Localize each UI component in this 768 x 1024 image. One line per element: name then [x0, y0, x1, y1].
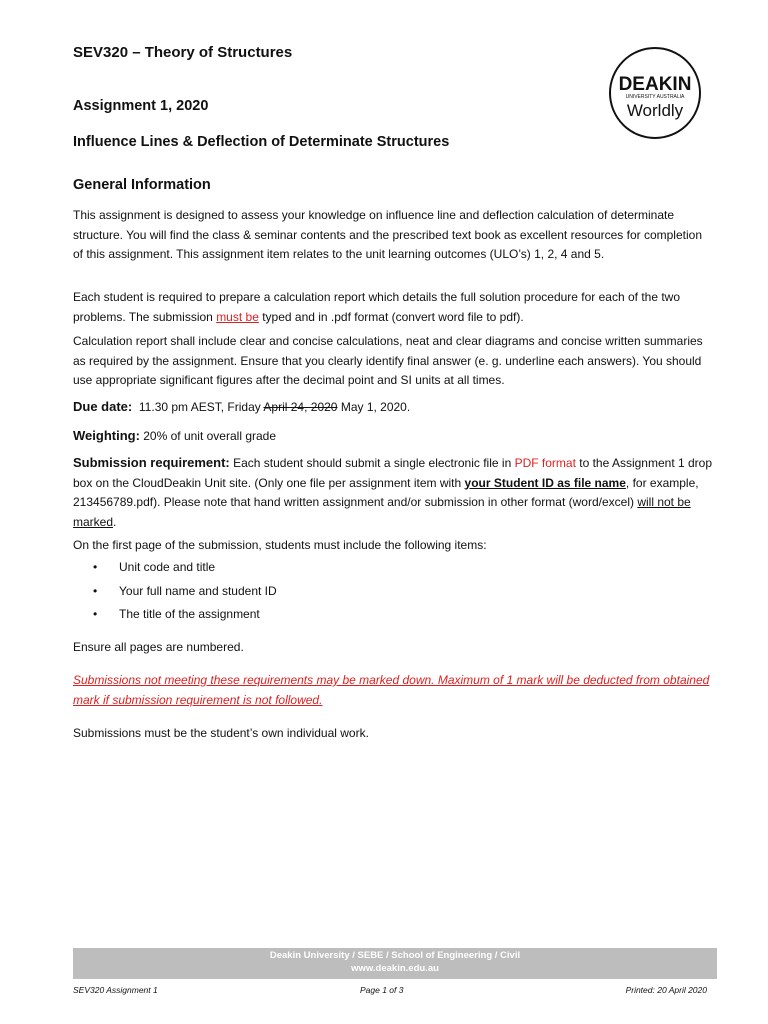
calculation-paragraph: Calculation report shall include clear and concise calculations, neat and clear diagrams and concise written summaries as required by the assignment. Ensure that you clearly identify final answer (e. g. underline each answers). You should use appropriate significant figures after the decimal point and SI units at all times. — [73, 334, 703, 387]
intro-paragraph: This assignment is designed to assess your knowledge on influence line and deflection calculation of determinate structure. You will find the class & seminar contents and the prescribed text book as excellent resources for completion of this assignment. This assignment item relates to the unit learning outcomes (ULO’s) 1, 2, 4 and 5. — [73, 208, 702, 261]
section-heading: General Information — [73, 177, 211, 193]
list-item — [93, 558, 277, 582]
footer-affiliation: Deakin University / SEBE / School of Engineering / Civil — [269, 950, 521, 961]
due-date-line — [73, 397, 713, 418]
due-date-new: May 1, 2020. — [337, 400, 411, 414]
submission-text-3: , for example, 213456789.pdf). Please note that hand written assignment and/or submission in other format (word/excel) — [73, 475, 699, 509]
submission-text-4: . — [113, 514, 117, 529]
weighting-line — [73, 426, 713, 447]
penalty-warning: Submissions not meeting these requirements may be marked down. Maximum of 1 mark will be deducted from obtained mark if submission requirement is not followed. — [73, 673, 710, 707]
topic-heading: Influence Lines & Deflection of Determinate Structures — [73, 134, 450, 150]
student-id-emphasis: your Student ID as file name — [464, 475, 626, 490]
list-item — [93, 605, 277, 629]
due-date-label: Due date: — [73, 399, 133, 414]
logo-tagline: Worldly — [626, 101, 684, 120]
due-date-struck: April 24, 2020 — [263, 400, 338, 414]
submission-text-1: Each student should submit a single electronic file in — [229, 456, 515, 470]
bullet-icon: • — [93, 583, 98, 598]
list-item — [93, 582, 277, 606]
unit-title: SEV320 – Theory of Structures — [73, 44, 293, 61]
deakin-logo — [596, 46, 714, 140]
first-page-list — [93, 558, 277, 629]
report-text-b: typed and in .pdf format (convert word file to pdf). — [258, 309, 524, 324]
report-text-a: Each student is required to prepare a calculation report which details the full solution procedure for each of the two problems. The submission — [73, 290, 681, 324]
own-work-statement: Submissions must be the student’s own individual work. — [73, 726, 369, 740]
assignment-heading: Assignment 1, 2020 — [73, 98, 209, 114]
footer-doc-name: SEV320 Assignment 1 — [73, 985, 158, 995]
submission-label: Submission requirement: — [73, 455, 230, 470]
footer-printed-date: Printed: 20 April 2020 — [625, 985, 707, 995]
ensure-numbered: Ensure all pages are numbered. — [73, 640, 244, 654]
must-be-emphasis: must be — [216, 309, 259, 324]
not-marked-emphasis: will not be marked — [73, 495, 691, 529]
weighting-value: 20% of unit overall grade — [139, 429, 277, 443]
submission-text-2: to the Assignment 1 drop box on the CloudDeakin Unit site. (Only one file per assignment item with — [73, 456, 713, 490]
list-item-label: Your full name and student ID — [119, 583, 277, 598]
footer-website: www.deakin.edu.au — [351, 962, 439, 974]
first-page-intro: On the first page of the submission, students must include the following items: — [73, 538, 487, 552]
weighting-label: Weighting: — [73, 428, 140, 443]
report-paragraph — [73, 288, 713, 327]
logo-brand: DEAKIN — [618, 74, 692, 95]
due-date-pre: 11.30 pm AEST, Friday — [132, 400, 264, 414]
submission-paragraph — [73, 453, 713, 532]
footer-band — [73, 948, 717, 979]
pdf-format-emphasis: PDF format — [514, 456, 576, 470]
logo-sub: UNIVERSITY AUSTRALIA — [625, 94, 685, 100]
list-item-label: Unit code and title — [119, 560, 216, 574]
list-item-label: The title of the assignment — [119, 607, 260, 621]
bullet-icon: • — [93, 560, 98, 574]
bullet-icon: • — [93, 607, 98, 621]
footer-page-number: Page 1 of 3 — [360, 985, 404, 995]
